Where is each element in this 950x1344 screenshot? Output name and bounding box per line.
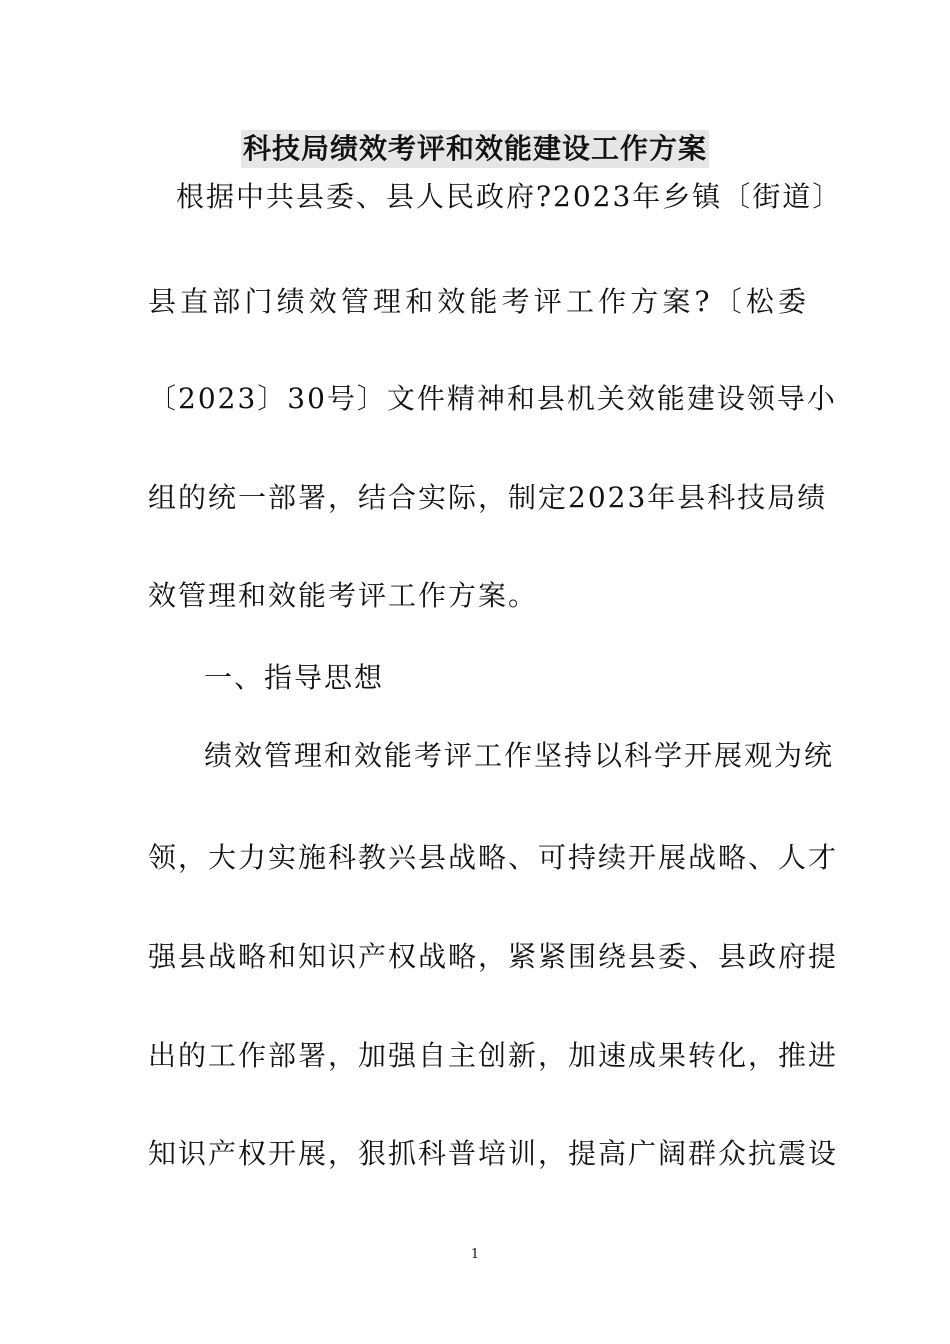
paragraph-line-5: 效管理和效能考评工作方案。	[148, 579, 539, 612]
paragraph-line-6: 绩效管理和效能考评工作坚持以科学开展观为统	[204, 739, 835, 772]
paragraph-line-9: 出的工作部署，加强自主创新，加速成果转化，推进	[148, 1039, 839, 1072]
paragraph-line-4: 组的统一部署，结合实际，制定2023年县科技局绩	[148, 481, 828, 514]
section-heading: 一、指导思想	[204, 661, 385, 694]
paragraph-line-10: 知识产权开展，狠抓科普培训，提高广阔群众抗震设	[148, 1137, 839, 1170]
paragraph-line-8: 强县战略和知识产权战略，紧紧围绕县委、县政府提	[148, 940, 839, 973]
paragraph-line-7: 领，大力实施科教兴县战略、可持续开展战略、人才	[148, 841, 839, 874]
page-number: 1	[470, 1247, 480, 1262]
title-container	[0, 130, 950, 168]
paragraph-line-1: 根据中共县委、县人民政府?2023年乡镇〔街道〕	[176, 180, 843, 213]
paragraph-line-3: 〔2023〕30号〕文件精神和县机关效能建设领导小	[148, 382, 837, 415]
document-title: 科技局绩效考评和效能建设工作方案	[241, 130, 709, 168]
paragraph-line-2: 县直部门绩效管理和效能考评工作方案?〔松委	[148, 285, 808, 318]
